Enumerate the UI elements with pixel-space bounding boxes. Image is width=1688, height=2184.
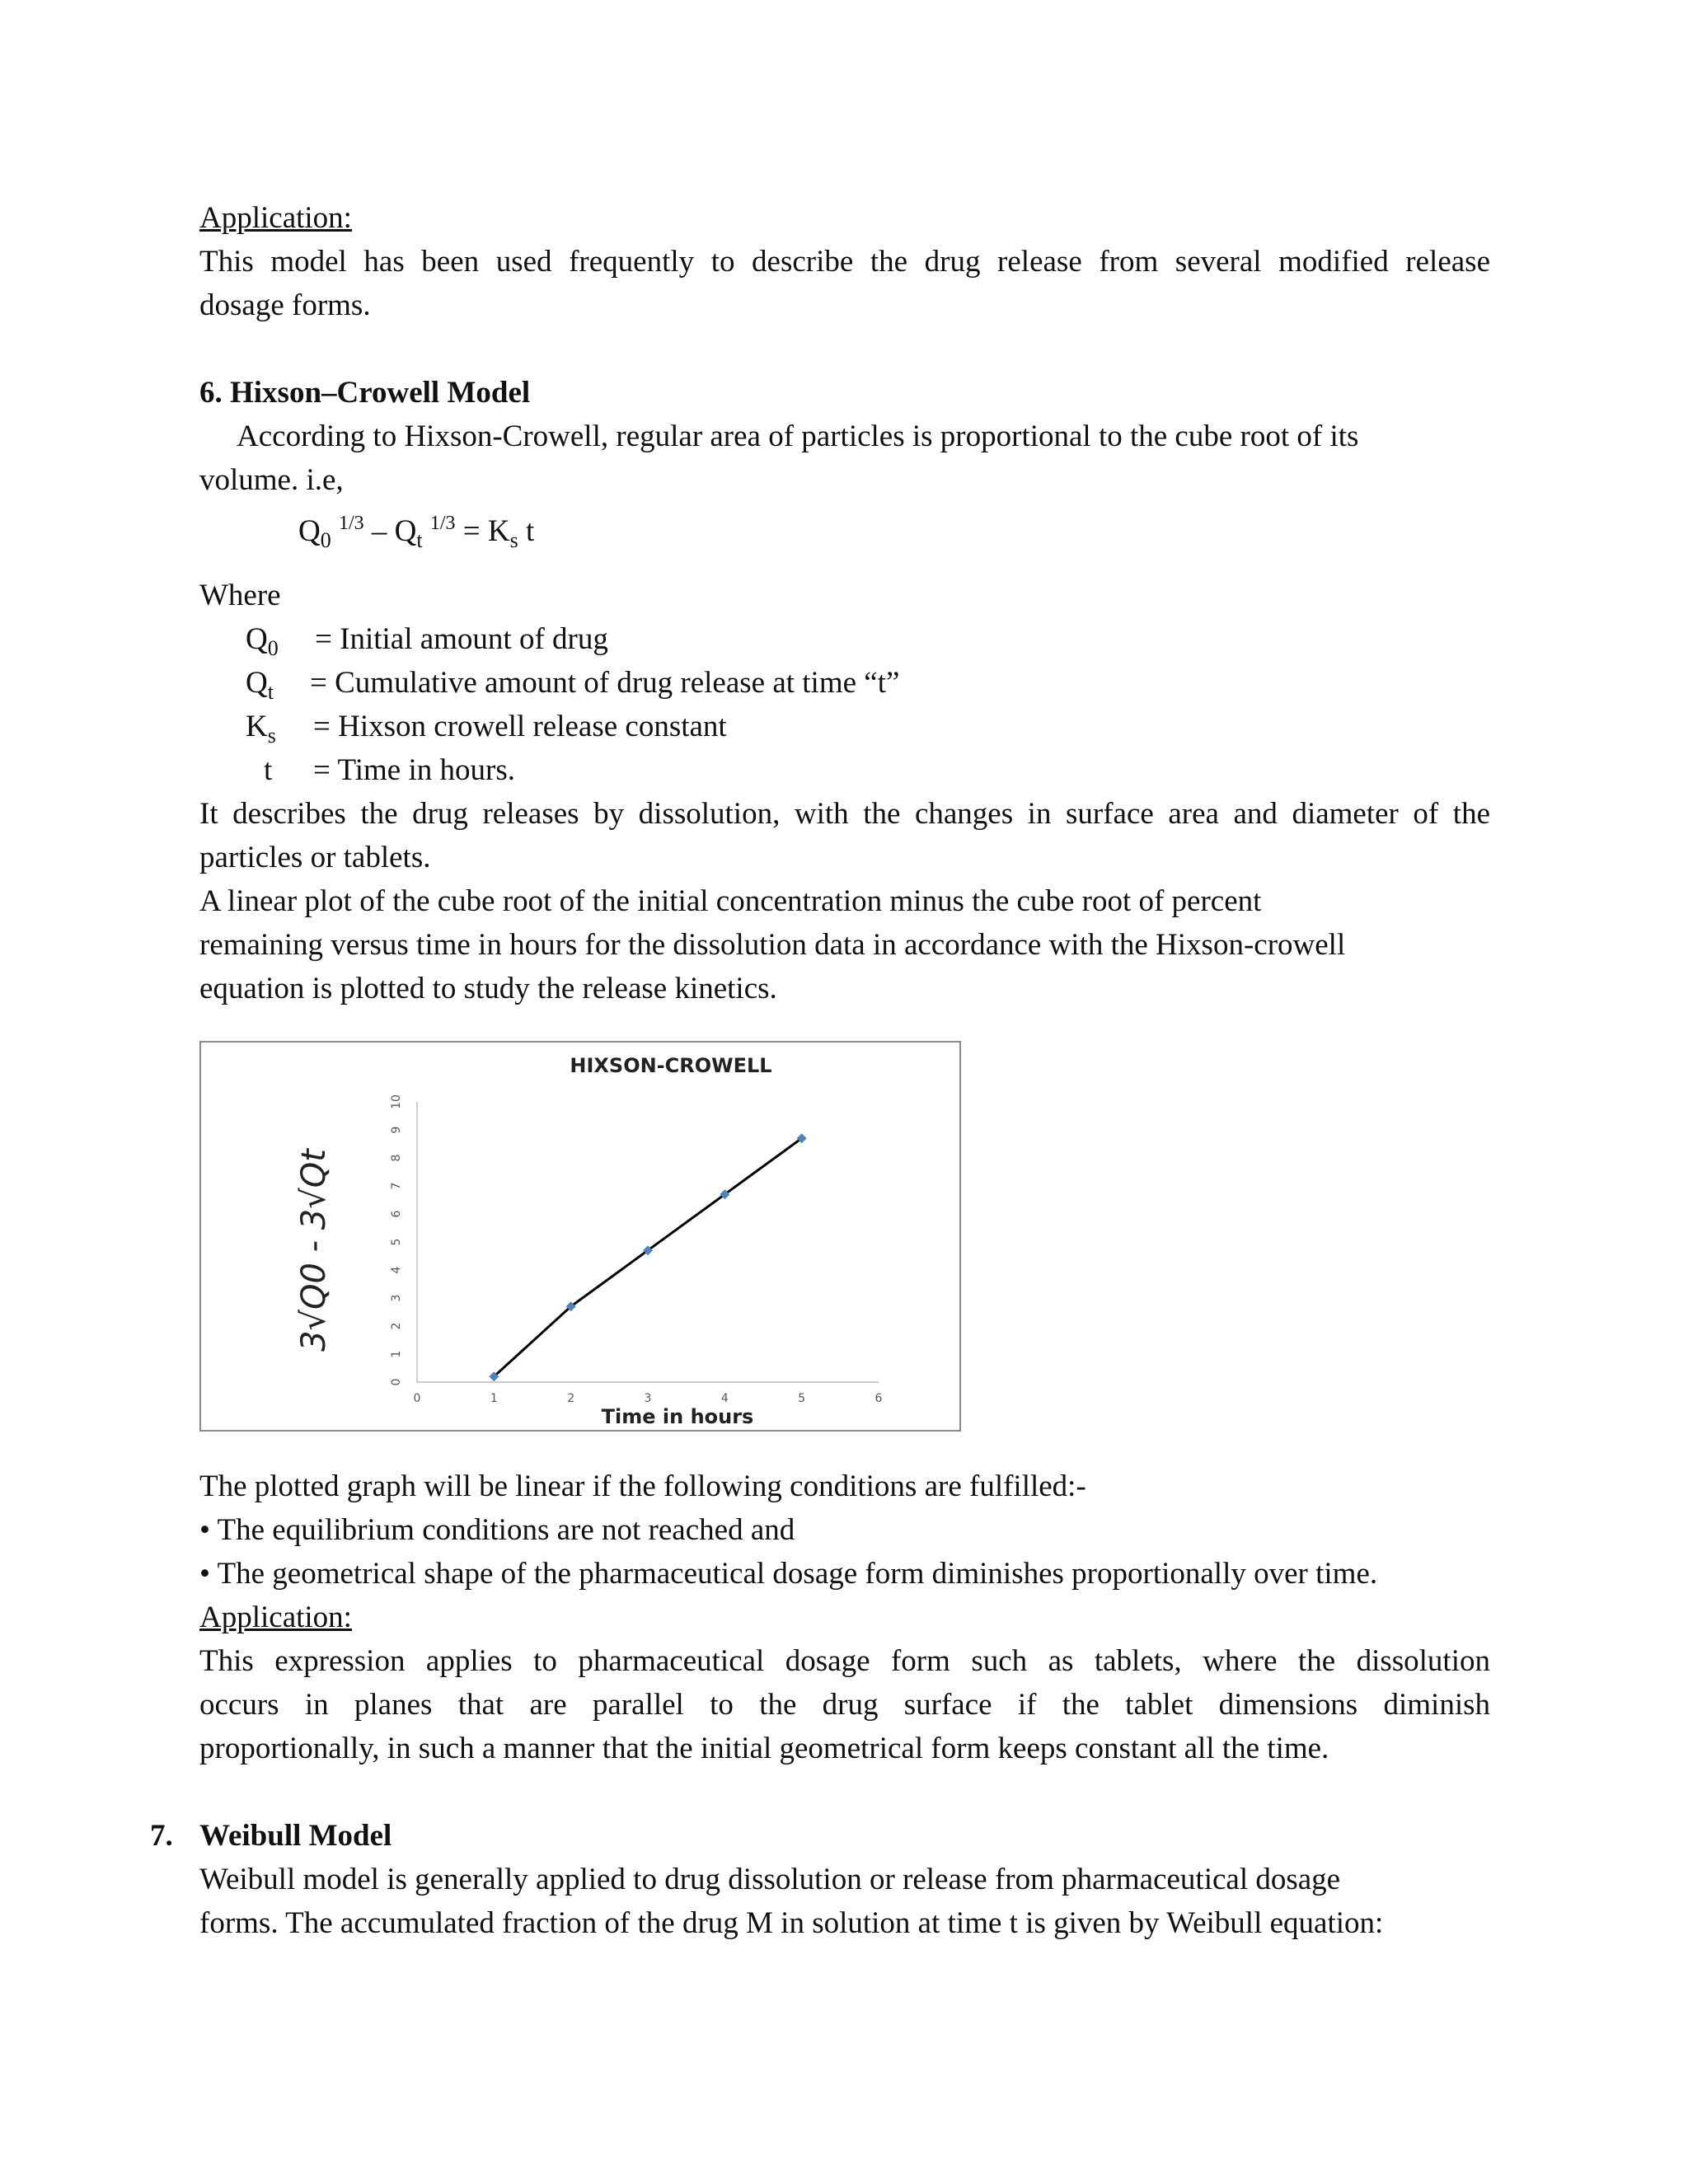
y-tick-label: 5	[390, 1238, 403, 1246]
application-heading-6: Application:	[199, 1601, 352, 1634]
definition-text: = Cumulative amount of drug release at time “t”	[310, 666, 900, 700]
section-heading-weibull: Weibull Model	[199, 1819, 392, 1853]
paragraph-line: Weibull model is generally applied to drug dissolution or release from pharmaceutical dosage	[199, 1863, 1341, 1896]
axes	[390, 1094, 883, 1405]
chart-title: HIXSON-CROWELL	[570, 1054, 772, 1077]
section-number-7: 7.	[150, 1819, 173, 1853]
where-label: Where	[199, 579, 281, 612]
chart-canvas	[201, 1043, 959, 1430]
application-paragraph-5	[199, 240, 1490, 327]
paragraph-line: This model has been used frequently to describe the drug release from several modified release	[199, 245, 1490, 279]
y-tick-label: 7	[390, 1182, 403, 1190]
x-tick-label: 1	[490, 1392, 498, 1405]
y-tick-group	[390, 1094, 403, 1109]
y-tick-group	[390, 1379, 403, 1386]
y-tick-group	[390, 1239, 403, 1246]
x-tick-label: 2	[567, 1392, 575, 1405]
paragraph-line: equation is plotted to study the release kinetics.	[199, 972, 777, 1005]
application-paragraph-6	[199, 1639, 1490, 1770]
paragraph-line: This expression applies to pharmaceutical dosage form such as tablets, where the dissolution	[199, 1644, 1490, 1678]
y-tick-label: 1	[390, 1350, 403, 1358]
y-tick-group	[390, 1127, 403, 1134]
application-heading-5: Application:	[199, 201, 352, 235]
y-tick-label: 9	[390, 1126, 403, 1134]
x-tick-label: 6	[874, 1392, 883, 1405]
y-tick-label: 3	[390, 1294, 403, 1302]
paragraph-line: occurs in planes that are parallel to the drug surface if the tablet dimensions diminish	[199, 1688, 1490, 1722]
definition-symbol: $Q_0$	[246, 622, 279, 660]
description-paragraph	[199, 792, 1490, 879]
definition-symbol: t	[264, 753, 273, 787]
x-tick-label: 5	[798, 1392, 806, 1405]
series-line	[494, 1138, 801, 1376]
condition-item: • The equilibrium conditions are not reached and	[199, 1513, 795, 1547]
definition-symbol: $K_s$	[246, 710, 276, 748]
y-tick-group	[390, 1155, 403, 1162]
paragraph-line: A linear plot of the cube root of the initial concentration minus the cube root of percent	[199, 884, 1262, 918]
y-tick-group	[390, 1210, 403, 1217]
y-axis-label: 3√Q0 - 3√Qt	[295, 1149, 333, 1352]
x-tick-label: 0	[413, 1392, 421, 1405]
y-axis-label-group	[295, 1148, 333, 1352]
y-tick-label: 4	[390, 1266, 403, 1274]
y-tick-group	[390, 1183, 403, 1190]
paragraph-line: It describes the drug releases by dissolution, with the changes in surface area and diameter of the	[199, 797, 1490, 831]
definition-symbol: $Q_t$	[246, 666, 274, 704]
y-tick-label: 0	[390, 1378, 403, 1386]
y-tick-label: 10	[390, 1094, 403, 1109]
paragraph-line: remaining versus time in hours for the dissolution data in accordance with the Hixson-crowell	[199, 928, 1346, 962]
y-tick-group	[390, 1323, 403, 1330]
intro-line: volume. i.e,	[199, 463, 344, 497]
marks	[489, 1133, 806, 1381]
paragraph-line: forms. The accumulated fraction of the drug M in solution at time t is given by Weibull equation:	[199, 1906, 1384, 1940]
x-axis-label: Time in hours	[601, 1405, 754, 1428]
paragraph-line: proportionally, in such a manner that the initial geometrical form keeps constant all the time.	[199, 1732, 1329, 1765]
y-tick-label: 6	[390, 1210, 403, 1218]
paragraph-line: dosage forms.	[199, 288, 371, 322]
y-tick-group	[390, 1295, 403, 1302]
intro-line: According to Hixson-Crowell, regular area of particles is proportional to the cube root of its	[237, 419, 1359, 453]
x-tick-label: 3	[644, 1392, 652, 1405]
y-tick-label: 2	[390, 1322, 403, 1330]
definition-text: = Time in hours.	[313, 753, 515, 787]
y-tick-label: 8	[390, 1154, 403, 1162]
paragraph-line: particles or tablets.	[199, 841, 431, 874]
definition-text: = Initial amount of drug	[315, 622, 608, 656]
definition-text: = Hixson crowell release constant	[313, 710, 727, 743]
hixson-crowell-equation: $Q_0$ $^{1/3} - Q_t$ $^{1/3} = K_s$ t	[298, 513, 535, 552]
conditions-intro: The plotted graph will be linear if the following conditions are fulfilled:-	[199, 1469, 1086, 1503]
y-tick-group	[390, 1351, 403, 1358]
condition-item: • The geometrical shape of the pharmaceutical dosage form diminishes proportionally over time.	[199, 1557, 1378, 1591]
hixson-crowell-chart	[199, 1041, 961, 1432]
y-tick-group	[390, 1266, 403, 1273]
x-tick-label: 4	[720, 1392, 729, 1405]
section-heading-hixson-crowell: 6. Hixson–Crowell Model	[199, 376, 531, 410]
